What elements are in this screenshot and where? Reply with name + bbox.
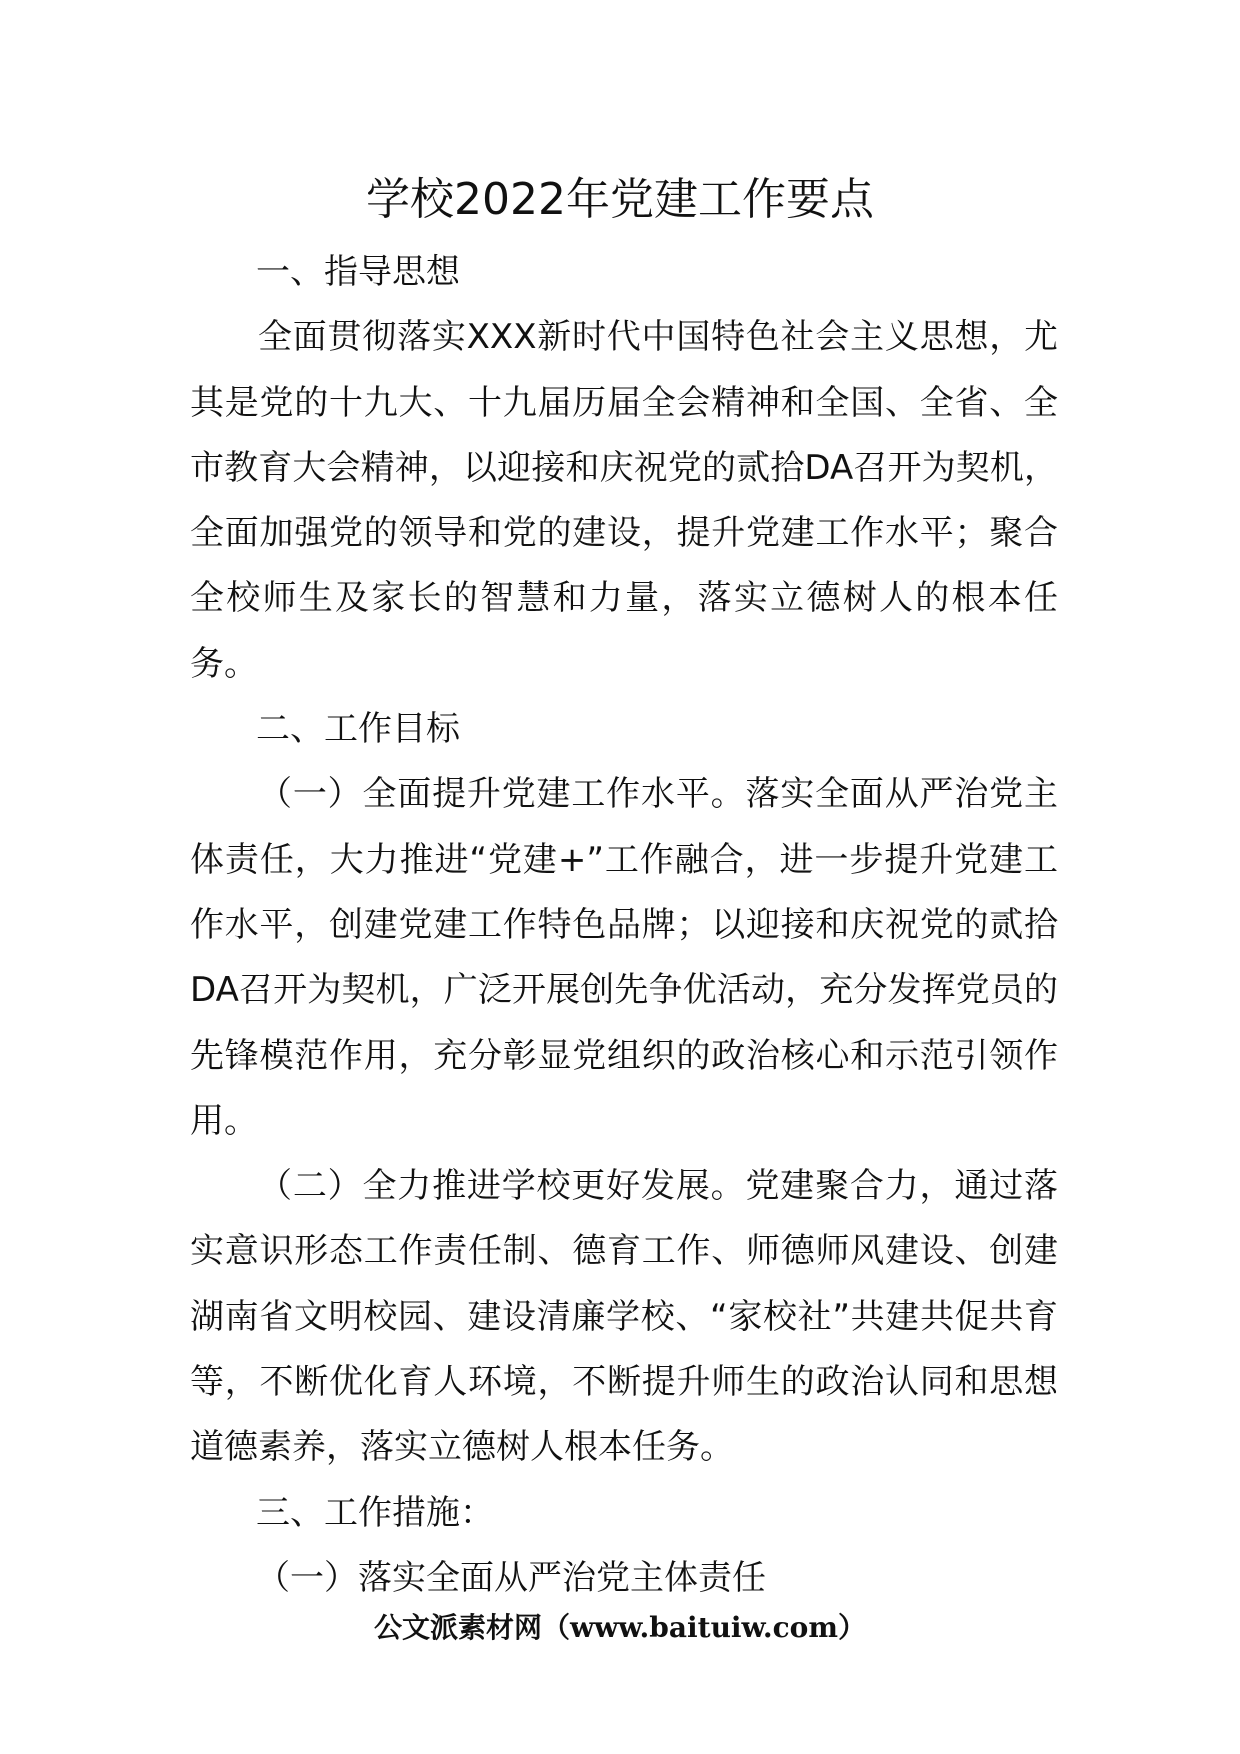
footer-watermark-text: 公文派素材网（www.baituiw.com） — [374, 1611, 866, 1644]
paragraph-goal-2: （二）全力推进学校更好发展。党建聚合力，通过落实意识形态工作责任制、德育工作、师德师风建设、创建湖南省文明校园、建设清廉学校、“家校社”共建共促共育等，不断优化育人环境，不断提升师生的政治认同和思想道德素养，落实立德树人根本任务。 — [190, 1166, 1058, 1468]
section-heading-guiding-ideology: 一、指导思想 — [256, 252, 460, 292]
subheading-measure-1: （一）落实全面从严治党主体责任 — [256, 1557, 766, 1598]
paragraph-guiding-ideology: 全面贯彻落实XXX新时代中国特色社会主义思想，尤其是党的十九大、十九届历届全会精神和全国、全省、全市教育大会精神，以迎接和庆祝党的贰拾DA召开为契机，全面加强党的领导和党的建设，提升党建工作水平；聚合全校师生及家长的智慧和力量，落实立德树人的根本任务。 — [190, 317, 1058, 684]
section-heading-work-goals: 二、工作目标 — [256, 709, 460, 750]
paragraph-goal-1: （一）全面提升党建工作水平。落实全面从严治党主体责任，大力推进“党建+”工作融合，进一步提升党建工作水平，创建党建工作特色品牌；以迎接和庆祝党的贰拾DA召开为契机，广泛开展创先争优活动，充分发挥党员的先锋模范作用，充分彰显党组织的政治核心和示范引领作用。 — [190, 774, 1058, 1141]
document-body — [190, 240, 1058, 1611]
document-title: 学校2022年党建工作要点 — [366, 174, 874, 225]
section-heading-work-measures: 三、工作措施： — [256, 1492, 494, 1533]
